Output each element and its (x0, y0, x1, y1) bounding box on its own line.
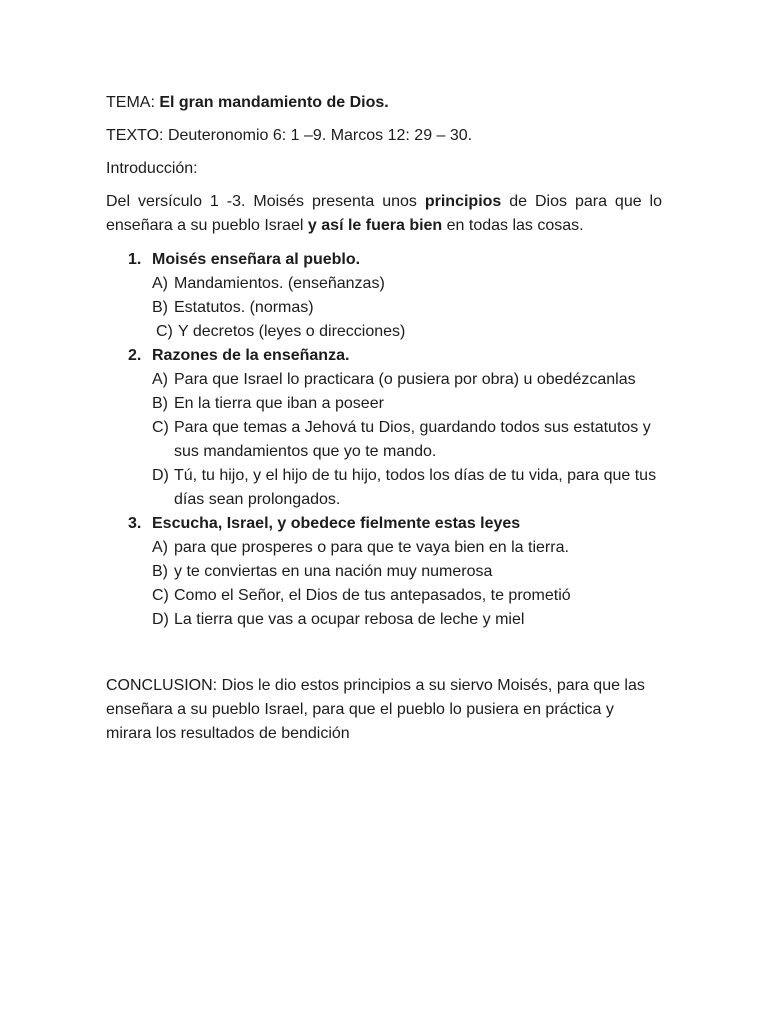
item-text: Mandamientos. (enseñanzas) (174, 275, 385, 292)
outline-section (106, 512, 662, 632)
paragraph-text: Del versículo 1 -3. Moisés presenta unos (106, 193, 425, 210)
list-item (106, 320, 662, 344)
tema-label: TEMA: (106, 94, 160, 111)
item-text: En la tierra que iban a poseer (174, 395, 384, 412)
item-text: para que prosperes o para que te vaya bien en la tierra. (174, 539, 569, 556)
list-item (106, 584, 662, 608)
list-item (106, 416, 662, 464)
sub-list (106, 536, 662, 632)
item-text: Estatutos. (normas) (174, 299, 314, 316)
item-text: y te conviertas en una nación muy numerosa (174, 563, 493, 580)
item-letter: B) (152, 299, 168, 316)
item-letter: B) (152, 563, 168, 580)
item-letter: A) (152, 371, 168, 388)
document-page (106, 91, 662, 746)
list-item (106, 536, 662, 560)
tema-line (106, 91, 662, 115)
item-text: La tierra que vas a ocupar rebosa de leche y miel (174, 611, 525, 628)
section-number: 3. (128, 515, 142, 532)
introduccion-heading: Introducción: (106, 160, 198, 177)
paragraph-bold-text: y así le fuera bien (307, 217, 443, 234)
paragraph-text: de Dios para que lo enseñara a su pueblo Israel (106, 193, 663, 234)
item-text: Y decretos (leyes o direcciones) (178, 323, 406, 340)
section-title-text: Escucha, Israel, y obedece fielmente estas leyes (152, 515, 521, 532)
sub-list (106, 368, 662, 512)
sub-list (106, 272, 662, 344)
outline-section (106, 248, 662, 344)
intro-paragraph (106, 190, 662, 238)
list-item (106, 392, 662, 416)
item-letter: A) (152, 275, 168, 292)
item-letter: D) (152, 611, 169, 628)
list-item (106, 368, 662, 392)
item-letter: C) (152, 419, 169, 436)
paragraph-bold-text: principios (424, 193, 502, 210)
list-item (106, 296, 662, 320)
item-letter: D) (152, 467, 169, 484)
tema-value: El gran mandamiento de Dios. (159, 94, 389, 111)
texto-line: TEXTO: Deuteronomio 6: 1 –9. Marcos 12: 29 – 30. (106, 127, 473, 144)
item-text: Como el Señor, el Dios de tus antepasados, te prometió (174, 587, 571, 604)
list-item (106, 560, 662, 584)
list-item (106, 272, 662, 296)
section-title-text: Moisés enseñara al pueblo. (152, 251, 361, 268)
item-letter: A) (152, 539, 168, 556)
paragraph-text: en todas las cosas. (442, 217, 584, 234)
item-letter: B) (152, 395, 168, 412)
list-item (106, 464, 662, 512)
section-title (106, 512, 662, 536)
outline-section (106, 344, 662, 512)
section-number: 2. (128, 347, 142, 364)
item-letter: C) (152, 587, 169, 604)
list-item (106, 608, 662, 632)
section-number: 1. (128, 251, 142, 268)
conclusion-paragraph: CONCLUSION: Dios le dio estos principios a su siervo Moisés, para que las enseñara a su pueblo Israel, para que el pueblo lo pusiera en práctica y mirara los resultados de bendición (106, 677, 645, 742)
section-title-text: Razones de la enseñanza. (152, 347, 350, 364)
item-text: Tú, tu hijo, y el hijo de tu hijo, todos los días de tu vida, para que tus días sean prolongados. (174, 467, 657, 508)
section-title (106, 344, 662, 368)
section-title (106, 248, 662, 272)
item-text: Para que temas a Jehová tu Dios, guardando todos sus estatutos y sus mandamientos que yo te mando. (174, 419, 651, 460)
outline-list (106, 248, 662, 632)
item-letter: C) (156, 323, 173, 340)
item-text: Para que Israel lo practicara (o pusiera por obra) u obedézcanlas (174, 371, 636, 388)
